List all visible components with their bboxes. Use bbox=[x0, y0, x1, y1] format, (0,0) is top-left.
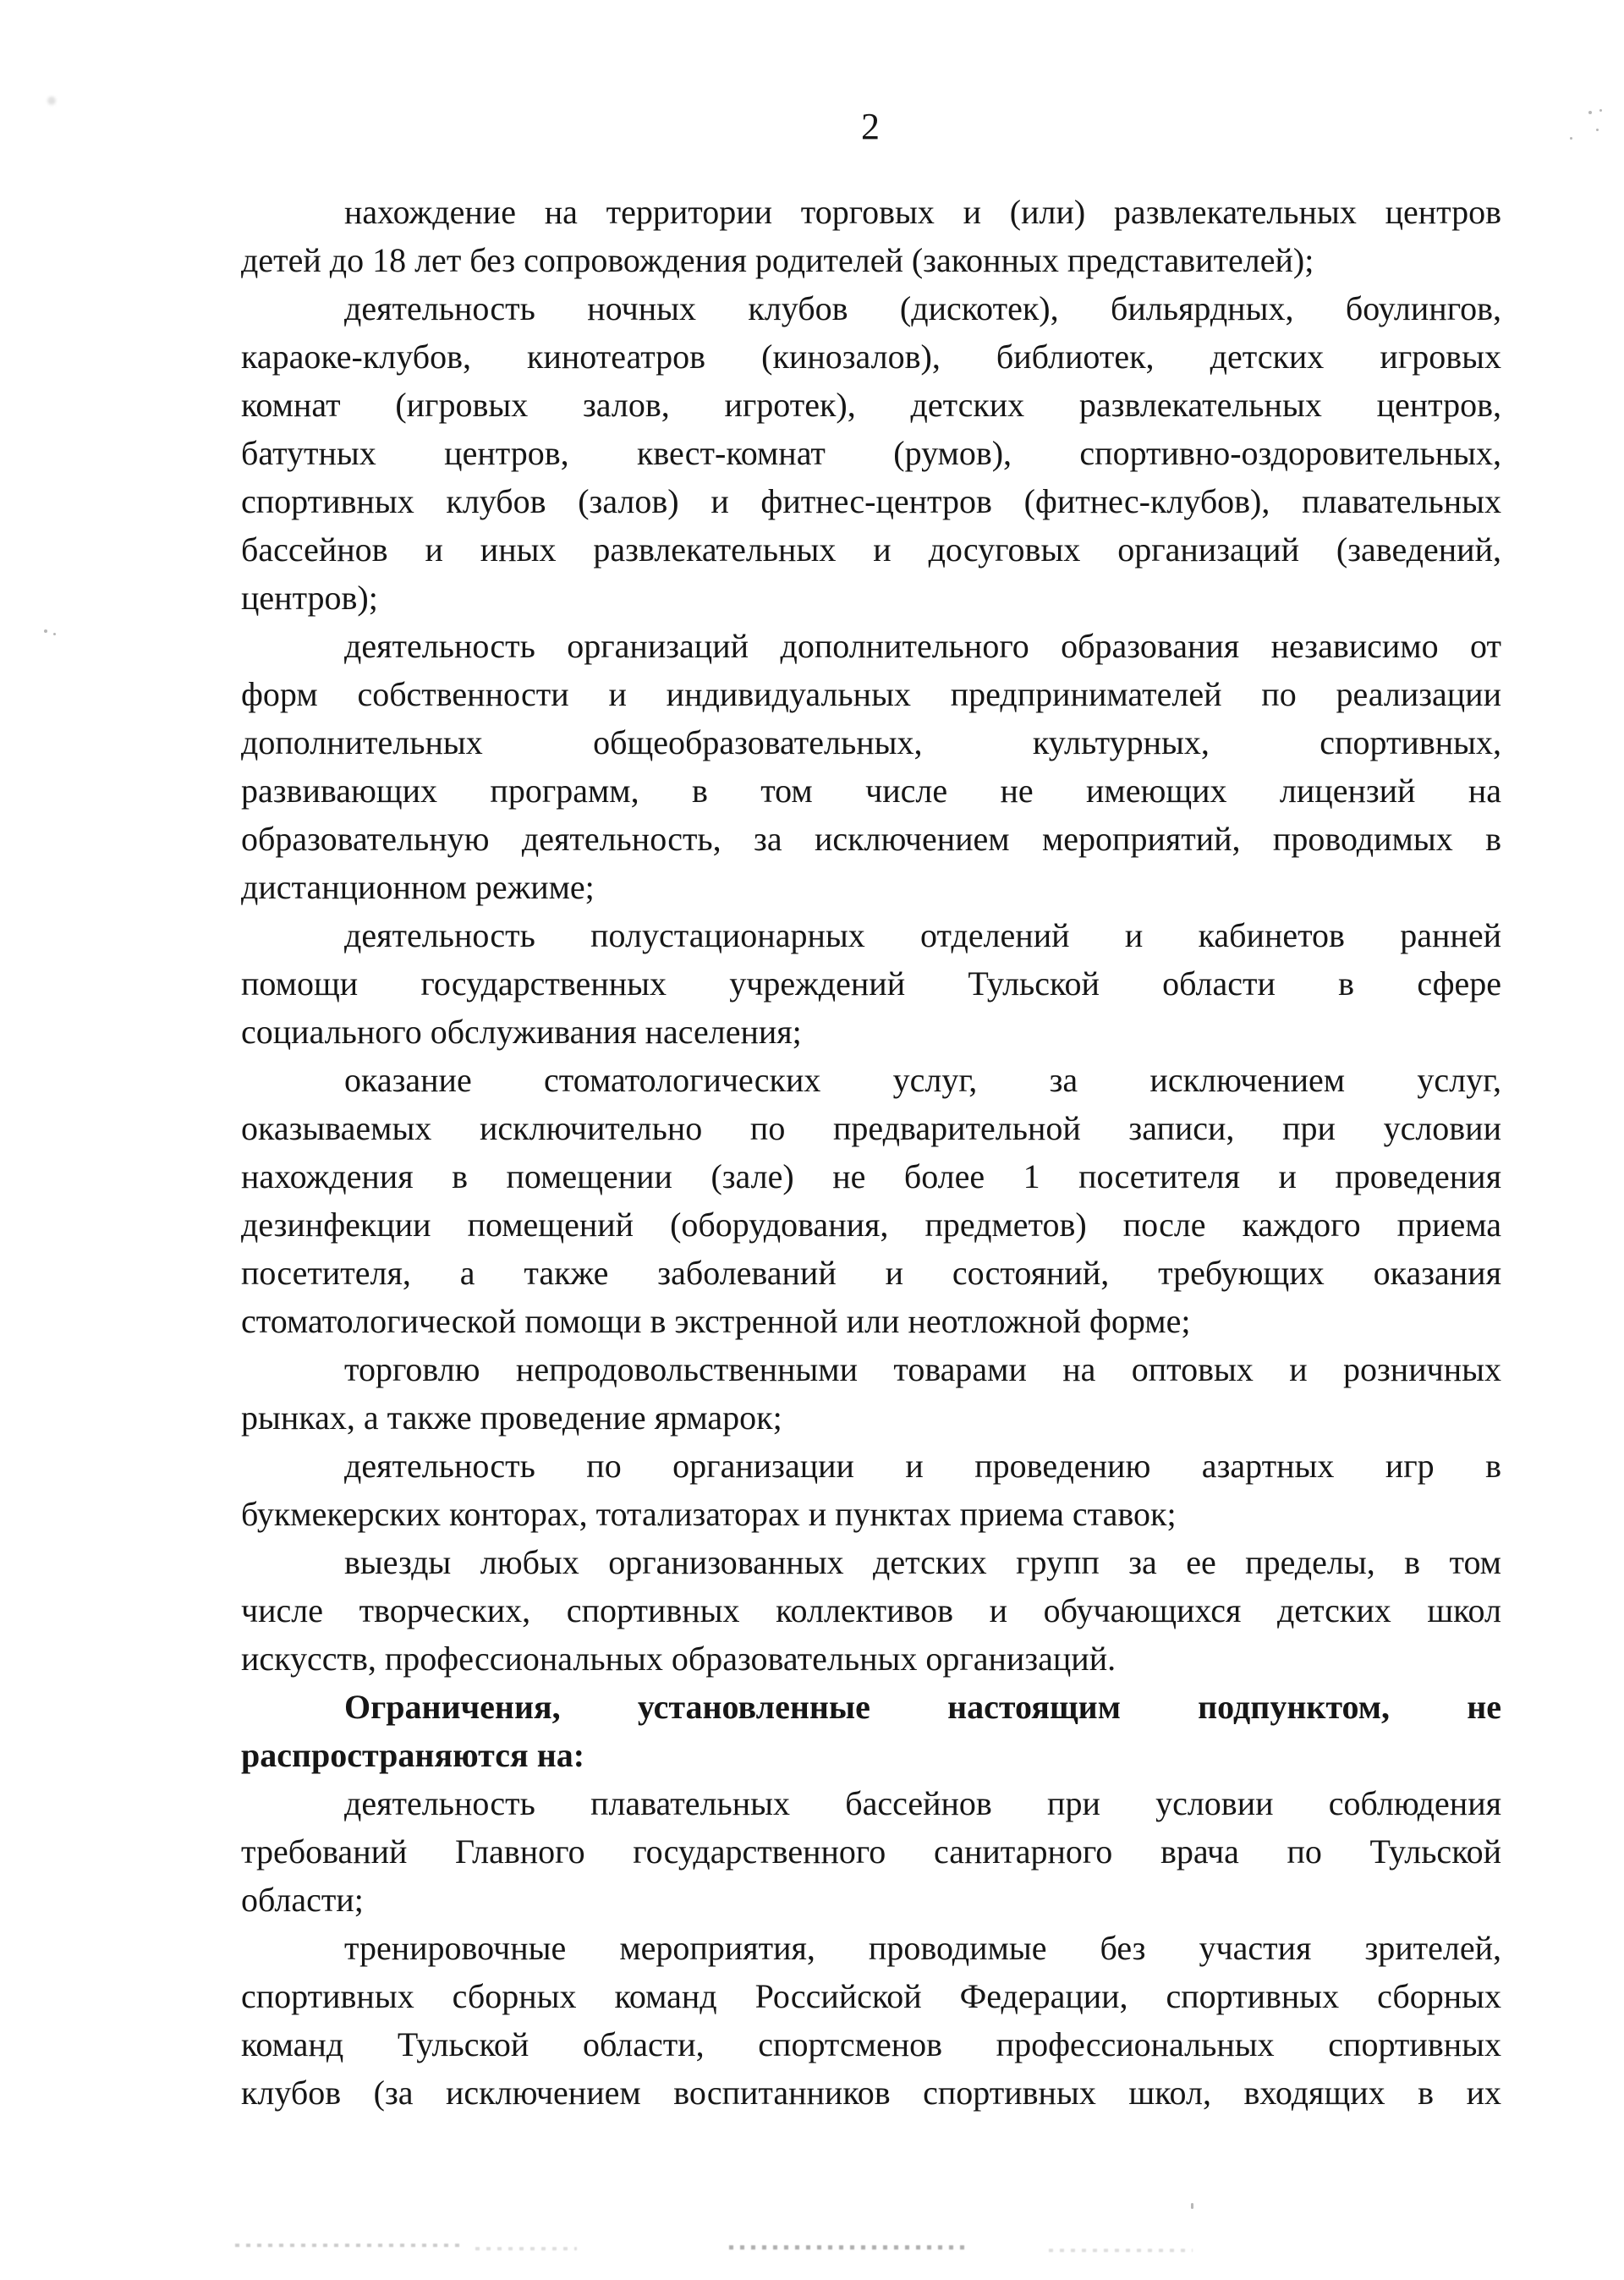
scan-artifact bbox=[53, 633, 56, 635]
document-lines bbox=[241, 188, 1501, 2117]
text-line: форм собственности и индивидуальных предпринимателей по реализации bbox=[241, 675, 1501, 713]
scan-artifact bbox=[44, 629, 47, 633]
text-line: числе творческих, спортивных коллективов и обучающихся детских школ bbox=[241, 1591, 1501, 1629]
text-line: деятельность ночных клубов (дискотек), бильярдных, боулингов, bbox=[344, 289, 1501, 327]
text-line: области; bbox=[241, 1881, 364, 1919]
scan-artifact bbox=[475, 2247, 577, 2250]
text-line: посетителя, а также заболеваний и состояний, требующих оказания bbox=[241, 1254, 1501, 1292]
text-line: деятельность плавательных бассейнов при условии соблюдения bbox=[344, 1784, 1501, 1822]
text-line: букмекерских конторах, тотализаторах и пунктах приема ставок; bbox=[241, 1495, 1177, 1533]
text-line: оказание стоматологических услуг, за исключением услуг, bbox=[344, 1061, 1501, 1099]
text-line: спортивных сборных команд Российской Федерации, спортивных сборных bbox=[241, 1977, 1501, 2015]
text-line: рынках, а также проведение ярмарок; bbox=[241, 1398, 782, 1437]
text-line: образовательную деятельность, за исключением мероприятий, проводимых в bbox=[241, 820, 1501, 858]
text-line: деятельность по организации и проведению азартных игр в bbox=[344, 1447, 1501, 1485]
text-line: батутных центров, квест-комнат (румов), спортивно-оздоровительных, bbox=[241, 434, 1501, 472]
text-line: деятельность организаций дополнительного образования независимо от bbox=[344, 627, 1501, 665]
text-line: деятельность полустационарных отделений и кабинетов ранней bbox=[344, 916, 1501, 954]
scan-artifact bbox=[235, 2244, 464, 2247]
text-line: выезды любых организованных детских групп за ее пределы, в том bbox=[344, 1543, 1501, 1581]
text-line: комнат (игровых залов, игротек), детских развлекательных центров, bbox=[241, 386, 1501, 424]
scan-artifact bbox=[729, 2245, 966, 2250]
text-line: караоке-клубов, кинотеатров (кинозалов), библиотек, детских игровых bbox=[241, 338, 1501, 376]
scan-artifact bbox=[1570, 137, 1572, 140]
text-line: дополнительных общеобразовательных, культурных, спортивных, bbox=[241, 723, 1501, 761]
text-line: распространяются на: bbox=[241, 1736, 585, 1774]
text-line: нахождения в помещении (зале) не более 1 посетителя и проведения bbox=[241, 1157, 1501, 1195]
text-line: дистанционном режиме; bbox=[241, 868, 595, 906]
text-line: Ограничения, установленные настоящим подпунктом, не bbox=[344, 1688, 1501, 1726]
scan-artifact bbox=[1588, 111, 1592, 114]
scan-artifact bbox=[1599, 109, 1602, 112]
text-line: помощи государственных учреждений Тульской области в сфере bbox=[241, 964, 1501, 1003]
text-line: социального обслуживания населения; bbox=[241, 1013, 802, 1051]
scan-artifact bbox=[1049, 2249, 1193, 2252]
text-line: центров); bbox=[241, 579, 378, 617]
scan-artifact bbox=[47, 96, 56, 105]
page-number: 2 bbox=[861, 106, 880, 147]
text-line: бассейнов и иных развлекательных и досуговых организаций (заведений, bbox=[241, 530, 1501, 569]
text-line: команд Тульской области, спортсменов профессиональных спортивных bbox=[241, 2025, 1501, 2063]
text-line: оказываемых исключительно по предварительной записи, при условии bbox=[241, 1109, 1501, 1147]
text-line: торговлю непродовольственными товарами на оптовых и розничных bbox=[344, 1350, 1501, 1388]
text-line: стоматологической помощи в экстренной или неотложной форме; bbox=[241, 1302, 1191, 1340]
text-line: дезинфекции помещений (оборудования, предметов) после каждого приема bbox=[241, 1206, 1501, 1244]
scan-artifact bbox=[1596, 129, 1599, 131]
text-line: развивающих программ, в том числе не имеющих лицензий на bbox=[241, 772, 1501, 810]
text-line: требований Главного государственного санитарного врача по Тульской bbox=[241, 1832, 1501, 1871]
scan-artifact bbox=[1191, 2203, 1193, 2209]
text-line: спортивных клубов (залов) и фитнес-центров (фитнес-клубов), плавательных bbox=[241, 482, 1501, 520]
text-line: детей до 18 лет без сопровождения родителей (законных представителей); bbox=[241, 241, 1314, 279]
text-line: нахождение на территории торговых и (или) развлекательных центров bbox=[344, 193, 1501, 231]
text-line: искусств, профессиональных образовательных организаций. bbox=[241, 1640, 1116, 1678]
text-line: тренировочные мероприятия, проводимые без участия зрителей, bbox=[344, 1929, 1501, 1967]
text-line: клубов (за исключением воспитанников спортивных школ, входящих в их bbox=[241, 2074, 1501, 2112]
